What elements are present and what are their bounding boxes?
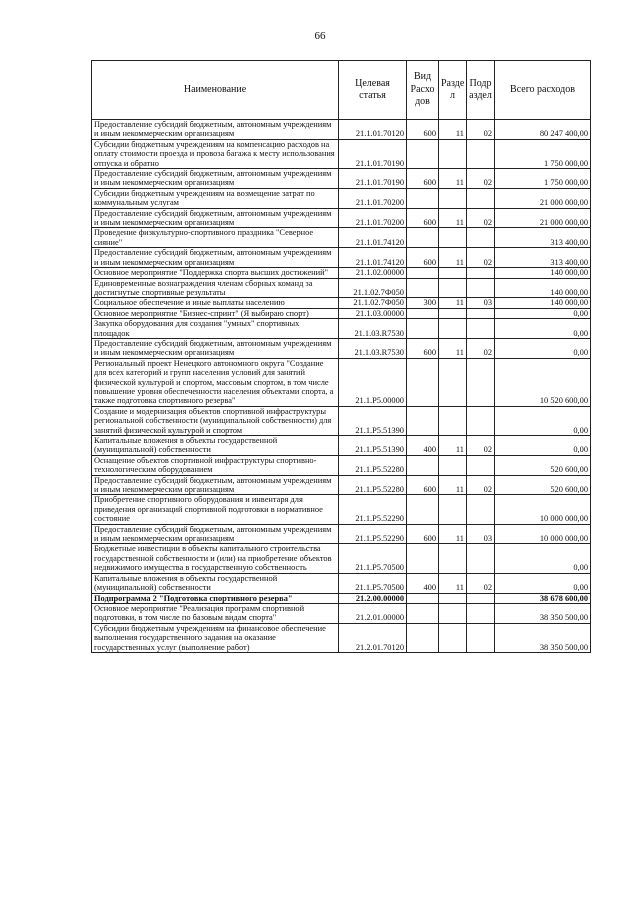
header-podrazdel: Подр аздел (467, 61, 495, 120)
row-name: Региональный проект Ненецкого автономного округа "Создание для всех категорий и групп населения условий для занятий физической культурой и спортом, массовым спортом, в том числе повышение уровня обеспеченности населения объектами спорта, а также подготовка спортивного резерва" (92, 358, 339, 406)
row-podrazdel (467, 139, 495, 168)
row-vid (407, 623, 439, 652)
row-vid (407, 139, 439, 168)
row-total: 313 400,00 (495, 248, 591, 268)
row-vid: 600 (407, 248, 439, 268)
row-razdel: 11 (439, 208, 467, 228)
table-row (92, 188, 591, 208)
row-name: Предоставление субсидий бюджетным, автономным учреждениям и иным некоммерческим организациям (92, 338, 339, 358)
row-code: 21.1.03.R7530 (339, 319, 407, 339)
header-name: Наименование (92, 61, 339, 120)
row-razdel: 11 (439, 524, 467, 544)
row-podrazdel (467, 319, 495, 339)
row-razdel: 11 (439, 298, 467, 308)
row-total: 140 000,00 (495, 268, 591, 278)
row-name: Капитальные вложения в объекты государственной (муниципальной) собственности (92, 573, 339, 593)
row-vid (407, 593, 439, 603)
table-row (92, 298, 591, 308)
row-vid: 600 (407, 338, 439, 358)
row-razdel (439, 455, 467, 475)
row-total: 80 247 400,00 (495, 120, 591, 140)
row-name: Бюджетные инвестиции в объекты капитального строительства государственной собственности и (или) на приобретение объектов недвижимого имущества в государственную собственность (92, 544, 339, 573)
table-row (92, 603, 591, 623)
row-razdel: 11 (439, 475, 467, 495)
row-vid (407, 228, 439, 248)
row-code: 21.1.P5.52280 (339, 455, 407, 475)
row-name: Закупка оборудования для создания "умных" спортивных площадок (92, 319, 339, 339)
row-vid (407, 358, 439, 406)
row-code: 21.1.P5.52280 (339, 475, 407, 495)
row-vid: 600 (407, 169, 439, 189)
row-code: 21.1.P5.51390 (339, 436, 407, 456)
row-razdel (439, 406, 467, 435)
table-row (92, 623, 591, 652)
header-vid: Вид Расхо дов (407, 61, 439, 120)
row-name: Предоставление субсидий бюджетным, автономным учреждениям и иным некоммерческим организациям (92, 248, 339, 268)
row-code: 21.1.P5.00000 (339, 358, 407, 406)
row-vid (407, 455, 439, 475)
row-vid (407, 544, 439, 573)
row-code: 21.1.P5.70500 (339, 573, 407, 593)
row-total: 140 000,00 (495, 298, 591, 308)
row-total: 10 520 600,00 (495, 358, 591, 406)
table-row (92, 593, 591, 603)
row-code: 21.1.P5.70500 (339, 544, 407, 573)
row-total: 0,00 (495, 436, 591, 456)
row-vid (407, 308, 439, 318)
row-podrazdel: 02 (467, 436, 495, 456)
row-podrazdel: 02 (467, 120, 495, 140)
row-vid (407, 319, 439, 339)
row-code: 21.2.00.00000 (339, 593, 407, 603)
row-podrazdel (467, 495, 495, 524)
row-razdel (439, 623, 467, 652)
row-code: 21.1.P5.52290 (339, 495, 407, 524)
table-row (92, 524, 591, 544)
row-podrazdel: 02 (467, 573, 495, 593)
row-razdel (439, 319, 467, 339)
row-razdel: 11 (439, 248, 467, 268)
row-podrazdel: 03 (467, 524, 495, 544)
row-code: 21.1.02.7Ф050 (339, 278, 407, 298)
row-total: 0,00 (495, 308, 591, 318)
row-name: Предоставление субсидий бюджетным, автономным учреждениям и иным некоммерческим организациям (92, 120, 339, 140)
row-name: Предоставление субсидий бюджетным, автономным учреждениям и иным некоммерческим организациям (92, 169, 339, 189)
row-podrazdel: 02 (467, 338, 495, 358)
row-razdel: 11 (439, 436, 467, 456)
row-name: Субсидии бюджетным учреждениям на финансовое обеспечение выполнения государственного задания на оказание государственных услуг (выполнение работ) (92, 623, 339, 652)
row-total: 1 750 000,00 (495, 139, 591, 168)
row-vid (407, 188, 439, 208)
row-total: 1 750 000,00 (495, 169, 591, 189)
row-total: 38 678 600,00 (495, 593, 591, 603)
table-row (92, 120, 591, 140)
row-razdel (439, 603, 467, 623)
row-vid (407, 406, 439, 435)
row-total: 21 000 000,00 (495, 208, 591, 228)
row-razdel (439, 593, 467, 603)
row-name: Предоставление субсидий бюджетным, автономным учреждениям и иным некоммерческим организациям (92, 475, 339, 495)
header-code: Целевая статья (339, 61, 407, 120)
table-row (92, 406, 591, 435)
row-code: 21.1.01.74120 (339, 248, 407, 268)
row-podrazdel (467, 544, 495, 573)
row-code: 21.1.01.70200 (339, 188, 407, 208)
row-podrazdel (467, 228, 495, 248)
row-razdel (439, 139, 467, 168)
row-razdel (439, 308, 467, 318)
table-row (92, 169, 591, 189)
table-row (92, 544, 591, 573)
row-name: Основное мероприятие "Реализация программ спортивной подготовки, в том числе по базовым видам спорта" (92, 603, 339, 623)
table-row (92, 338, 591, 358)
table-row (92, 139, 591, 168)
row-total: 520 600,00 (495, 455, 591, 475)
row-code: 21.1.P5.51390 (339, 406, 407, 435)
row-name: Социальное обеспечение и иные выплаты населению (92, 298, 339, 308)
table-row (92, 358, 591, 406)
header-total: Всего расходов (495, 61, 591, 120)
row-name: Оснащение объектов спортивной инфраструктуры спортивно-технологическим оборудованием (92, 455, 339, 475)
table-row (92, 278, 591, 298)
row-vid: 400 (407, 573, 439, 593)
row-vid: 600 (407, 208, 439, 228)
row-total: 38 350 500,00 (495, 623, 591, 652)
row-code: 21.1.P5.52290 (339, 524, 407, 544)
row-name: Подпрограмма 2 "Подготовка спортивного резерва" (92, 593, 339, 603)
row-total: 140 000,00 (495, 278, 591, 298)
row-total: 10 000 000,00 (495, 495, 591, 524)
table-row (92, 495, 591, 524)
row-name: Предоставление субсидий бюджетным, автономным учреждениям и иным некоммерческим организациям (92, 208, 339, 228)
row-name: Создание и модернизация объектов спортивной инфраструктуры региональной собственности (муниципальной собственности) для занятий физической культурой и спортом (92, 406, 339, 435)
row-razdel (439, 358, 467, 406)
row-podrazdel (467, 278, 495, 298)
header-razdel: Разде л (439, 61, 467, 120)
row-podrazdel: 03 (467, 298, 495, 308)
row-name: Проведение физкультурно-спортивного праздника "Северное сияние" (92, 228, 339, 248)
row-name: Субсидии бюджетным учреждениям на компенсацию расходов на оплату стоимости проезда и провоза багажа к месту использования отпуска и обратно (92, 139, 339, 168)
row-code: 21.1.01.70200 (339, 208, 407, 228)
row-vid: 400 (407, 436, 439, 456)
row-total: 10 000 000,00 (495, 524, 591, 544)
row-code: 21.1.02.00000 (339, 268, 407, 278)
row-podrazdel (467, 406, 495, 435)
table-body (92, 120, 591, 653)
row-code: 21.1.01.70190 (339, 169, 407, 189)
row-vid (407, 603, 439, 623)
table-header-row (92, 61, 591, 120)
row-razdel: 11 (439, 120, 467, 140)
table-row (92, 248, 591, 268)
row-razdel (439, 228, 467, 248)
row-podrazdel (467, 623, 495, 652)
row-total: 38 350 500,00 (495, 603, 591, 623)
row-code: 21.1.01.70190 (339, 139, 407, 168)
row-vid (407, 495, 439, 524)
row-name: Капитальные вложения в объекты государственной (муниципальной) собственности (92, 436, 339, 456)
row-razdel (439, 188, 467, 208)
row-podrazdel: 02 (467, 169, 495, 189)
row-vid: 600 (407, 475, 439, 495)
row-total: 313 400,00 (495, 228, 591, 248)
row-code: 21.1.03.R7530 (339, 338, 407, 358)
row-razdel (439, 278, 467, 298)
table-row (92, 268, 591, 278)
row-code: 21.1.01.70120 (339, 120, 407, 140)
row-vid (407, 278, 439, 298)
row-total: 0,00 (495, 338, 591, 358)
row-code: 21.1.01.74120 (339, 228, 407, 248)
row-name: Приобретение спортивного оборудования и инвентаря для приведения организаций спортивной подготовки в нормативное состояние (92, 495, 339, 524)
row-name: Основное мероприятие "Бизнес-спринт" (Я выбираю спорт) (92, 308, 339, 318)
table-row (92, 475, 591, 495)
row-razdel: 11 (439, 169, 467, 189)
table-row (92, 228, 591, 248)
row-code: 21.1.02.7Ф050 (339, 298, 407, 308)
row-code: 21.2.01.70120 (339, 623, 407, 652)
page-number: 66 (314, 30, 326, 42)
row-total: 0,00 (495, 573, 591, 593)
row-razdel: 11 (439, 338, 467, 358)
row-total: 21 000 000,00 (495, 188, 591, 208)
table-row (92, 455, 591, 475)
row-total: 520 600,00 (495, 475, 591, 495)
row-vid: 600 (407, 120, 439, 140)
row-total: 0,00 (495, 319, 591, 339)
row-name: Субсидии бюджетным учреждениям на возмещение затрат по коммунальным услугам (92, 188, 339, 208)
row-total: 0,00 (495, 406, 591, 435)
row-total: 0,00 (495, 544, 591, 573)
table-row (92, 208, 591, 228)
table-row (92, 319, 591, 339)
budget-table (91, 60, 591, 653)
row-podrazdel: 02 (467, 248, 495, 268)
row-razdel (439, 495, 467, 524)
row-code: 21.1.03.00000 (339, 308, 407, 318)
row-podrazdel (467, 455, 495, 475)
row-code: 21.2.01.00000 (339, 603, 407, 623)
row-podrazdel (467, 268, 495, 278)
row-razdel: 11 (439, 573, 467, 593)
row-podrazdel (467, 188, 495, 208)
row-name: Предоставление субсидий бюджетным, автономным учреждениям и иным некоммерческим организациям (92, 524, 339, 544)
table-row (92, 436, 591, 456)
row-podrazdel (467, 358, 495, 406)
row-podrazdel: 02 (467, 475, 495, 495)
table-row (92, 308, 591, 318)
row-name: Основное мероприятие "Поддержка спорта высших достижений" (92, 268, 339, 278)
row-podrazdel (467, 593, 495, 603)
table-row (92, 573, 591, 593)
row-razdel (439, 544, 467, 573)
row-vid: 300 (407, 298, 439, 308)
row-podrazdel (467, 603, 495, 623)
row-razdel (439, 268, 467, 278)
row-podrazdel: 02 (467, 208, 495, 228)
row-vid: 600 (407, 524, 439, 544)
row-podrazdel (467, 308, 495, 318)
row-name: Единовременные вознаграждения членам сборных команд за достигнутые спортивные результаты (92, 278, 339, 298)
row-vid (407, 268, 439, 278)
